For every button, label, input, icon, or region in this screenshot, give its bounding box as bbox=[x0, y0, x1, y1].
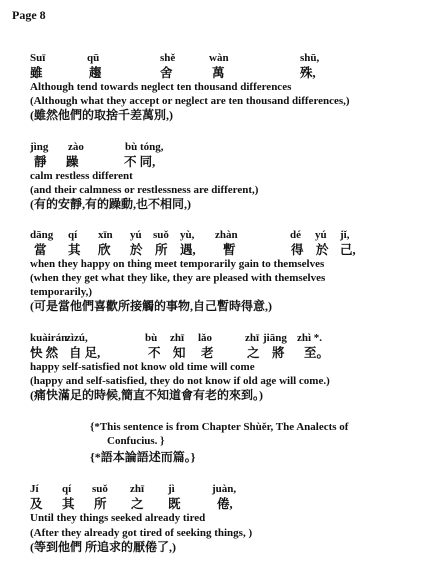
gloss-line: calm restless different bbox=[30, 170, 133, 182]
pinyin-word: wàn bbox=[209, 52, 229, 64]
hanzi-word: 自 足, bbox=[69, 346, 101, 360]
hanzi-word: 當 bbox=[34, 243, 47, 257]
hanzi-word: 躁 bbox=[66, 155, 79, 169]
hanzi-word: 快 然 bbox=[30, 346, 59, 360]
hanzi-word: 既 bbox=[168, 497, 181, 511]
hanzi-word: 之 bbox=[131, 497, 144, 511]
translation-line: (and their calmness or restlessness are different,) bbox=[30, 184, 259, 196]
pinyin-word: zhī bbox=[130, 483, 145, 495]
pinyin-word: juàn, bbox=[212, 483, 237, 495]
chinese-paraphrase: (等到他們 所追求的厭倦了,) bbox=[30, 540, 176, 554]
gloss-line: Although tend towards neglect ten thousand differences bbox=[30, 81, 292, 93]
hanzi-word: 遇, bbox=[180, 243, 196, 257]
hanzi-word: 不 bbox=[148, 346, 161, 360]
chinese-paraphrase: (可是當他們喜歡所接觸的事物,自己暫時得意,) bbox=[30, 299, 272, 313]
pinyin-word: kuàirán bbox=[30, 332, 68, 344]
pinyin-word: suǒ bbox=[92, 483, 108, 495]
pinyin-word: bù tóng, bbox=[125, 141, 164, 153]
pinyin-word: shū, bbox=[300, 52, 320, 64]
pinyin-word: jìng bbox=[30, 141, 49, 153]
hanzi-word: 趨 bbox=[89, 66, 102, 80]
hanzi-word: 所 bbox=[94, 497, 107, 511]
pinyin-word: zào bbox=[68, 141, 84, 153]
hanzi-word: 將 bbox=[272, 346, 285, 360]
pinyin-word: shě bbox=[160, 52, 176, 64]
pinyin-word: zhī bbox=[245, 332, 260, 344]
hanzi-word: 舍 bbox=[160, 66, 173, 80]
chinese-paraphrase: (痛快滿足的時候,簡直不知道會有老的來到。) bbox=[30, 388, 263, 402]
pinyin-word: Jí bbox=[30, 483, 39, 495]
hanzi-word: 雖 bbox=[30, 66, 43, 80]
hanzi-word: 己, bbox=[340, 243, 356, 257]
pinyin-word: qū bbox=[87, 52, 100, 64]
pinyin-word: qí bbox=[68, 229, 78, 241]
pinyin-word: zìzú, bbox=[66, 332, 88, 344]
pinyin-word: dé bbox=[290, 229, 301, 241]
pinyin-word: yú bbox=[130, 229, 142, 241]
hanzi-word: 其 bbox=[62, 497, 75, 511]
pinyin-word: jiāng bbox=[263, 332, 287, 344]
note-line: Confucius. } bbox=[107, 435, 165, 447]
hanzi-word: 萬 bbox=[212, 66, 225, 80]
pinyin-word: yù, bbox=[180, 229, 195, 241]
pinyin-word: zhì *. bbox=[297, 332, 323, 344]
gloss-line: when they happy on thing meet temporarily gain to themselves bbox=[30, 258, 325, 270]
translation-line: (Although what they accept or neglect are ten thousand differences,) bbox=[30, 95, 350, 107]
chinese-paraphrase: (有的安靜,有的躁動,也不相同,) bbox=[30, 197, 191, 211]
pinyin-word: jǐ, bbox=[340, 229, 350, 241]
pinyin-word: yú bbox=[315, 229, 327, 241]
hanzi-word: 倦, bbox=[217, 497, 233, 511]
chinese-paraphrase: (雖然他們的取捨千差萬別,) bbox=[30, 108, 173, 122]
page-number: Page 8 bbox=[12, 8, 46, 22]
hanzi-word: 所 bbox=[155, 243, 168, 257]
translation-line: (After they already got tired of seeking things, ) bbox=[30, 527, 253, 539]
pinyin-word: lǎo bbox=[198, 332, 213, 344]
pinyin-word: xīn bbox=[98, 229, 113, 241]
pinyin-word: dāng bbox=[30, 229, 54, 241]
hanzi-word: 其 bbox=[68, 243, 81, 257]
hanzi-word: 欣 bbox=[98, 243, 111, 257]
note-chinese: {*語本論語述而篇。} bbox=[90, 450, 196, 464]
hanzi-word: 暫 bbox=[223, 243, 236, 257]
pinyin-word: suǒ bbox=[153, 229, 169, 241]
gloss-line: Until they things seeked already tired bbox=[30, 512, 206, 524]
hanzi-word: 至。 bbox=[304, 346, 330, 360]
pinyin-word: zhàn bbox=[215, 229, 238, 241]
translation-line: (when they get what they like, they are pleased with themselves bbox=[30, 272, 326, 284]
hanzi-word: 靜 bbox=[34, 155, 47, 169]
pinyin-word: qí bbox=[62, 483, 72, 495]
translation-line: (happy and self-satisfied, they do not know if old age will come.) bbox=[30, 375, 330, 387]
pinyin-word: jì bbox=[168, 483, 175, 495]
hanzi-word: 知 bbox=[173, 346, 186, 360]
pinyin-word: bù bbox=[145, 332, 158, 344]
pinyin-word: Suī bbox=[30, 52, 46, 64]
hanzi-word: 於 bbox=[316, 243, 329, 257]
note-line: {*This sentence is from Chapter Shùěr, The Analects of bbox=[90, 421, 349, 433]
hanzi-word: 及 bbox=[30, 497, 43, 511]
hanzi-word: 殊, bbox=[300, 66, 316, 80]
hanzi-word: 之 bbox=[247, 346, 260, 360]
hanzi-word: 老 bbox=[201, 346, 214, 360]
pinyin-word: zhī bbox=[170, 332, 185, 344]
hanzi-word: 不 同, bbox=[124, 155, 156, 169]
hanzi-word: 於 bbox=[130, 243, 143, 257]
hanzi-word: 得 bbox=[291, 243, 304, 257]
translation-line: temporarily,) bbox=[30, 286, 93, 298]
gloss-line: happy self-satisfied not know old time will come bbox=[30, 361, 255, 373]
